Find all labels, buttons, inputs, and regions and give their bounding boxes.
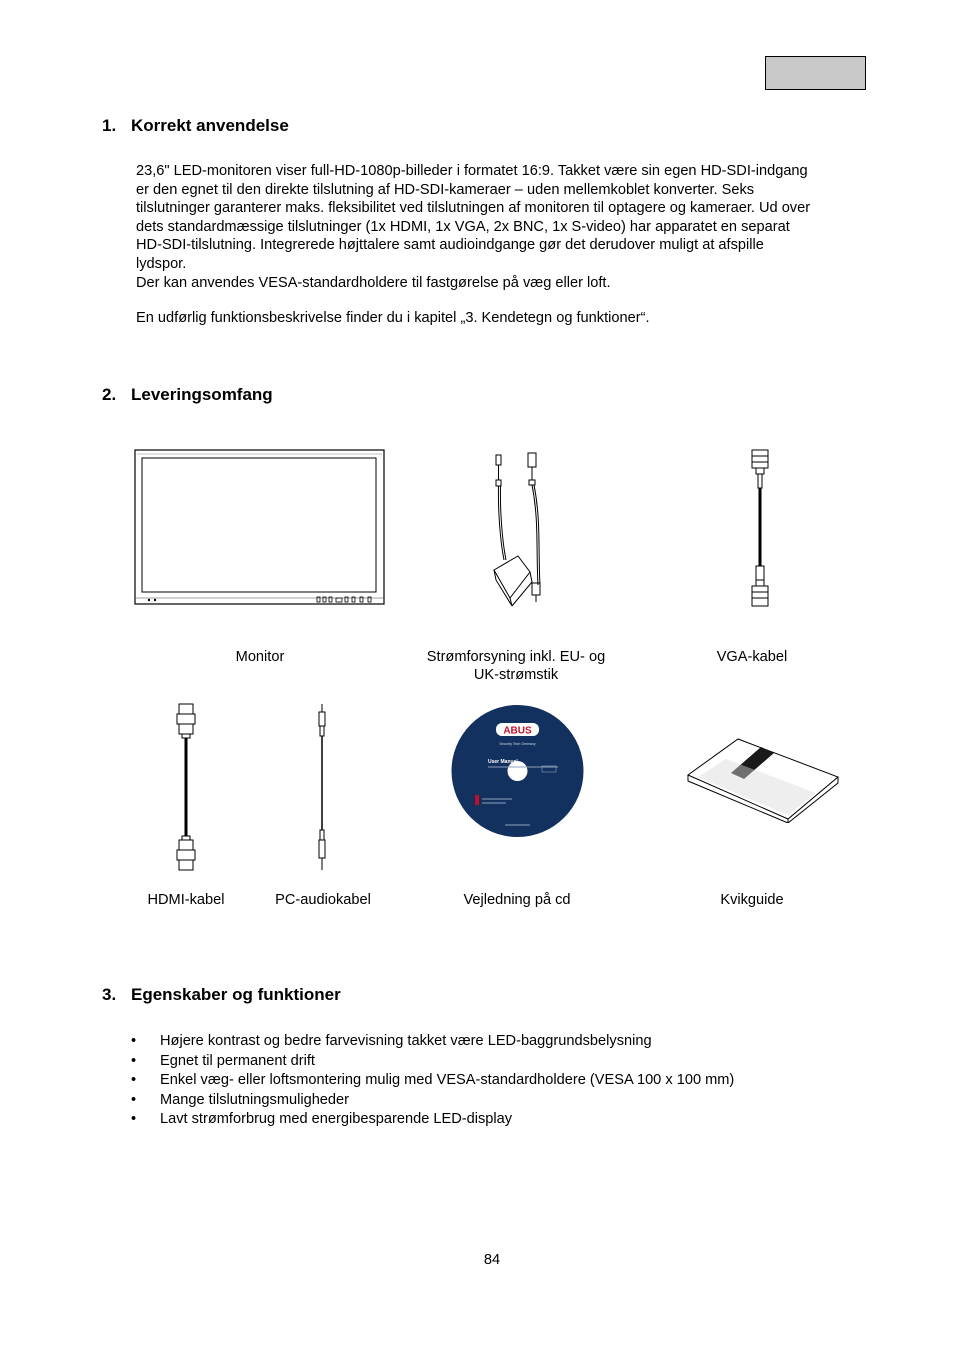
reference-paragraph: En udførlig funktionsbeskrivelse finder du i kapitel „3. Kendetegn og funktioner“. bbox=[136, 310, 650, 326]
cd-brand-label: ABUS bbox=[503, 725, 532, 737]
list-item: • Egnet til permanent drift bbox=[131, 1052, 734, 1072]
list-item: • Højere kontrast og bedre farvevisning takket være LED-baggrundsbelysning bbox=[131, 1032, 734, 1052]
quick-guide-image bbox=[686, 737, 841, 823]
list-item: • Lavt strømforbrug med energibesparende LED-display bbox=[131, 1110, 734, 1130]
bullet: • bbox=[131, 1091, 137, 1108]
page-number: 84 bbox=[483, 1252, 501, 1268]
features-list bbox=[131, 1032, 734, 1130]
caption-power-supply: Strømforsyning inkl. EU- og UK-strømstik bbox=[426, 649, 606, 683]
cd-image bbox=[450, 703, 585, 839]
bullet: • bbox=[131, 1052, 137, 1069]
caption-quick-guide: Kvikguide bbox=[720, 892, 784, 908]
cd-manual-label: User Manual bbox=[488, 759, 518, 765]
power-supply-image bbox=[484, 450, 554, 608]
monitor-image bbox=[134, 449, 386, 606]
list-item: • Enkel væg- eller loftsmontering mulig med VESA-standardholdere (VESA 100 x 100 mm) bbox=[131, 1071, 734, 1091]
caption-vga-cable: VGA-kabel bbox=[716, 649, 788, 665]
bullet: • bbox=[131, 1072, 137, 1089]
section-heading-3: 3. Egenskaber og funktioner bbox=[102, 985, 341, 1004]
intro-paragraph: 23,6" LED-monitoren viser full-HD-1080p-billeder i formatet 16:9. Takket være sin egen HD-SDI-indgang er den egnet til den direkte tilslutning af HD-SDI-kameraer – uden mellemkoblet konverter. Seks tilslutninger garanterer maks. fleksibilitet ved tilslutningen af monitoren til optagere og kameraer. Ud over dets standardmæssige tilslutninger (1x HDMI, 1x VGA, 2x BNC, 1x S-video) har apparatet en separat HD-SDI-tilslutning. Integrerede højttalere samt audioindgange gør det derudover muligt at afspille lydspor. Der kan anvendes VESA-standardholdere til fastgørelse på væg eller loft. bbox=[136, 163, 811, 291]
caption-monitor: Monitor bbox=[235, 649, 285, 665]
section-heading-1: 1. Korrekt anvendelse bbox=[102, 116, 289, 135]
caption-audio-cable: PC-audiokabel bbox=[275, 892, 371, 908]
caption-hdmi-cable: HDMI-kabel bbox=[147, 892, 225, 908]
cd-tagline-label: Security Tech Germany bbox=[499, 742, 536, 746]
bullet: • bbox=[131, 1111, 137, 1128]
hdmi-cable-image bbox=[174, 702, 198, 872]
caption-cd: Vejledning på cd bbox=[463, 892, 571, 908]
language-tab bbox=[765, 56, 866, 90]
vga-cable-image bbox=[748, 448, 772, 610]
audio-cable-image bbox=[314, 702, 330, 872]
bullet: • bbox=[131, 1033, 137, 1049]
section-heading-2: 2. Leveringsomfang bbox=[102, 385, 273, 404]
list-item: • Mange tilslutningsmuligheder bbox=[131, 1091, 734, 1111]
